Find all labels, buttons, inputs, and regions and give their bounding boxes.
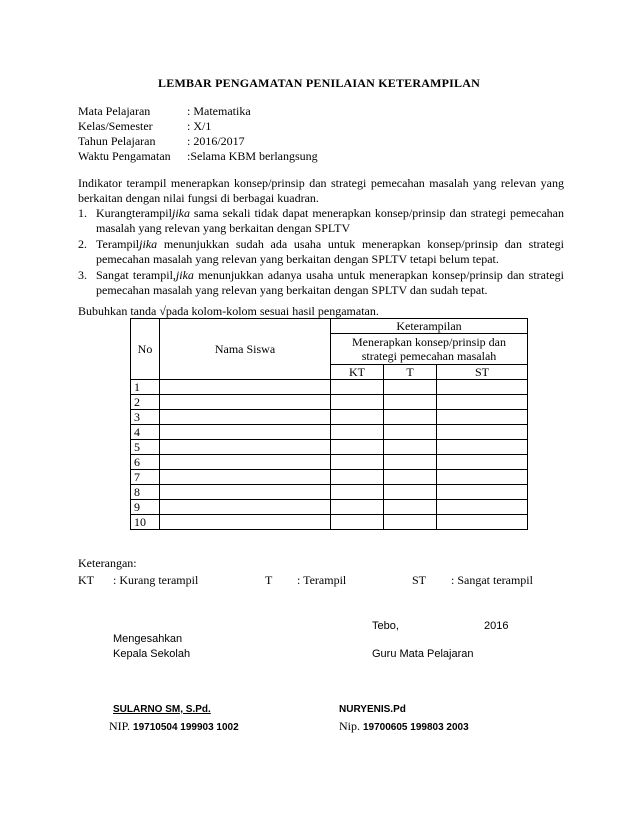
row-number: 8 [131,485,160,500]
kt-cell[interactable] [331,425,384,440]
principal-title: Kepala Sekolah [113,648,191,660]
header-student-name: Nama Siswa [160,319,331,380]
t-cell[interactable] [384,380,437,395]
st-cell[interactable] [437,455,528,470]
kt-cell[interactable] [331,515,384,530]
table-row [131,470,528,485]
row-number: 3 [131,410,160,425]
instruction-text: Bubuhkan tanda √pada kolom-kolom sesuai hasil pengamatan. [78,304,379,318]
criteria-number: 1. [78,206,87,220]
row-number: 2 [131,395,160,410]
principal-nip-value: 19710504 199903 1002 [133,722,239,733]
row-number: 10 [131,515,160,530]
st-cell[interactable] [437,500,528,515]
student-name-cell[interactable] [160,380,331,395]
st-cell[interactable] [437,485,528,500]
student-name-cell[interactable] [160,455,331,470]
st-cell[interactable] [437,410,528,425]
meta-label: Mata Pelajaran [78,104,151,118]
legend-title: Keterangan: [78,556,137,570]
criteria-term: Terampil [96,237,140,251]
row-number: 9 [131,500,160,515]
t-cell[interactable] [384,395,437,410]
meta-value: : X/1 [187,119,212,133]
teacher-title: Guru Mata Pelajaran [372,648,474,660]
t-cell[interactable] [384,440,437,455]
student-name-cell[interactable] [160,500,331,515]
t-cell[interactable] [384,455,437,470]
criteria-item [78,268,564,298]
st-cell[interactable] [437,380,528,395]
student-name-cell[interactable] [160,485,331,500]
table-row [131,515,528,530]
table-row [131,485,528,500]
table-row [131,410,528,425]
criteria-item [78,206,564,236]
legend-code-kt: KT [78,573,94,587]
kt-cell[interactable] [331,395,384,410]
table-row [131,395,528,410]
student-name-cell[interactable] [160,470,331,485]
header-skill-desc: Menerapkan konsep/prinsip dan strategi pemecahan masalah [331,334,528,365]
signing-place: Tebo, [372,620,399,632]
st-cell[interactable] [437,440,528,455]
principal-nip-label: NIP. [109,719,131,733]
criteria-list [78,206,564,299]
legend-code-st: ST [412,573,427,587]
header-level-t: T [384,365,437,380]
st-cell[interactable] [437,395,528,410]
kt-cell[interactable] [331,455,384,470]
row-number: 6 [131,455,160,470]
t-cell[interactable] [384,500,437,515]
criteria-desc: sama sekali tidak dapat menerapkan konsep/prinsip dan strategi pemecahan masalah yang relevan yang berkaitan dengan SPLTV [96,206,564,235]
header-level-st: ST [437,365,528,380]
kt-cell[interactable] [331,410,384,425]
indicator-text: Indikator terampil menerapkan konsep/prinsip dan strategi pemecahan masalah yang relevan yang berkaitan dengan nilai fungsi di berbagai kuadran. [78,176,564,205]
row-number: 1 [131,380,160,395]
criteria-term: Sangat terampil, [96,268,176,282]
table-row [131,500,528,515]
document-title: LEMBAR PENGAMATAN PENILAIAN KETERAMPILAN [158,76,480,90]
row-number: 4 [131,425,160,440]
kt-cell[interactable] [331,485,384,500]
legend-code-t: T [265,573,273,587]
meta-label: Kelas/Semester [78,119,153,133]
criteria-number: 3. [78,268,87,282]
criteria-conjunction: jika [175,268,194,282]
row-number: 7 [131,470,160,485]
teacher-name: NURYENIS.Pd [339,704,406,715]
meta-label: Waktu Pengamatan [78,149,171,163]
st-cell[interactable] [437,470,528,485]
legend-desc-t: : Terampil [297,573,347,587]
student-name-cell[interactable] [160,440,331,455]
t-cell[interactable] [384,410,437,425]
meta-label: Tahun Pelajaran [78,134,156,148]
criteria-conjunction: jika [139,237,158,251]
student-name-cell[interactable] [160,395,331,410]
table-row [131,425,528,440]
legend-desc-st: : Sangat terampil [451,573,533,587]
signing-year: 2016 [484,620,509,632]
teacher-nip [339,719,469,734]
meta-value: : Matematika [187,104,251,118]
student-name-cell[interactable] [160,410,331,425]
header-skill-group: Keterampilan [331,319,528,334]
kt-cell[interactable] [331,500,384,515]
st-cell[interactable] [437,425,528,440]
table-row [131,440,528,455]
principal-name: SULARNO SM, S.Pd. [113,704,211,715]
t-cell[interactable] [384,470,437,485]
header-level-kt: KT [331,365,384,380]
t-cell[interactable] [384,425,437,440]
table-row [131,455,528,470]
student-name-cell[interactable] [160,515,331,530]
meta-value: : 2016/2017 [187,134,245,148]
student-name-cell[interactable] [160,425,331,440]
t-cell[interactable] [384,515,437,530]
row-number: 5 [131,440,160,455]
criteria-number: 2. [78,237,87,251]
criteria-desc: menunjukkan sudah ada usaha untuk menerapkan konsep/prinsip dan strategi pemecahan masalah yang relevan yang berkaitan dengan SPLTV tetapi belum tepat. [96,237,564,266]
meta-value: :Selama KBM berlangsung [187,149,318,163]
teacher-nip-value: 19700605 199803 2003 [363,722,469,733]
teacher-nip-label: Nip. [339,719,360,733]
principal-nip [109,719,239,734]
criteria-desc: menunjukkan adanya usaha untuk menerapkan konsep/prinsip dan strategi pemecahan masalah yang relevan yang berkaitan dengan SPLTV dan sudah tepat. [96,268,564,297]
kt-cell[interactable] [331,440,384,455]
st-cell[interactable] [437,515,528,530]
approval-label: Mengesahkan [113,633,183,645]
kt-cell[interactable] [331,380,384,395]
table-row [131,380,528,395]
kt-cell[interactable] [331,470,384,485]
header-no: No [131,319,160,380]
observation-table [130,318,528,530]
criteria-item [78,237,564,267]
criteria-conjunction: jika [171,206,190,220]
t-cell[interactable] [384,485,437,500]
criteria-term: Kurangterampil [96,206,172,220]
legend-desc-kt: : Kurang terampil [113,573,199,587]
